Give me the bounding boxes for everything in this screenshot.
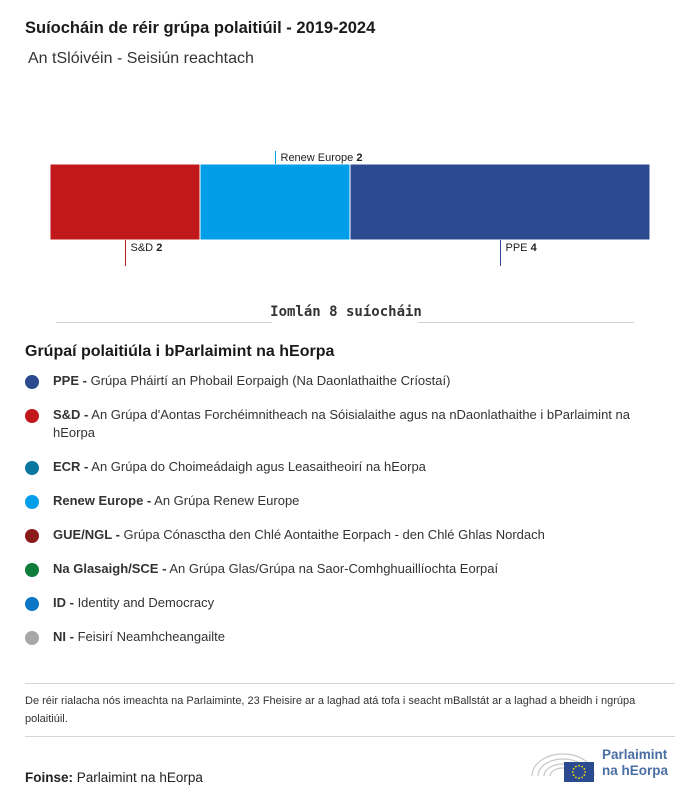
data-label-renew-europe	[281, 152, 363, 164]
parliament-emblem-icon	[530, 746, 596, 786]
logo-line-1: Parlaimint	[602, 747, 668, 762]
legend-dot-icon	[25, 563, 39, 577]
legend-abbr: NI -	[53, 629, 74, 644]
divider-top	[25, 683, 675, 684]
legend-item-id	[25, 594, 675, 612]
footnote: De réir rialacha nós imeachta na Parlaiminte, 23 Fheisire ar a laghad atá tofa i seacht mBallstát ar a laghad a bheidh i ngrúpa polaitiúil.	[25, 695, 636, 725]
legend-item-na-glasaigh-sce	[25, 560, 675, 578]
eu-star-icon	[573, 768, 575, 770]
eu-star-icon	[578, 765, 580, 767]
legend-item-ppe	[25, 372, 675, 390]
legend-dot-icon	[25, 631, 39, 645]
legend-desc: Identity and Democracy	[73, 595, 215, 610]
chart-title: Suíocháin de réir grúpa polaitiúil - 2019-2024	[25, 19, 376, 37]
legend-dot-icon	[25, 495, 39, 509]
eu-star-icon	[581, 776, 583, 778]
legend-abbr: S&D -	[53, 407, 89, 422]
total-divider-left	[56, 322, 272, 323]
legend-abbr: ECR -	[53, 459, 89, 474]
european-parliament-logo	[530, 746, 680, 786]
eu-star-icon	[573, 774, 575, 776]
legend-desc: An Grúpa Renew Europe	[151, 493, 300, 508]
data-label-name: PPE	[505, 242, 531, 254]
legend-dot-icon	[25, 409, 39, 423]
legend-abbr: ID -	[53, 595, 74, 610]
eu-star-icon	[578, 777, 580, 779]
legend-title: Grúpaí polaitiúla i bParlaimint na hEorpa	[25, 343, 335, 360]
eu-star-icon	[572, 771, 574, 773]
data-label-value: 2	[356, 152, 363, 164]
data-label-value: 4	[530, 242, 537, 254]
legend-abbr: GUE/NGL -	[53, 527, 120, 542]
legend-item-renew-europe	[25, 492, 675, 510]
legend-abbr: PPE -	[53, 373, 87, 388]
eu-star-icon	[583, 774, 585, 776]
data-label-ppe	[506, 242, 538, 254]
legend-dot-icon	[25, 529, 39, 543]
legend-desc: An Grúpa d'Aontas Forchéimnitheach na Sóisialaithe agus na nDaonlathaithe i bParlaimint na hEorpa	[53, 407, 630, 440]
chart-subtitle: An tSlóivéin - Seisiún reachtach	[28, 50, 254, 67]
legend-dot-icon	[25, 461, 39, 475]
legend-abbr: Renew Europe -	[53, 493, 152, 508]
legend-desc: Grúpa Cónasctha den Chlé Aontaithe Eorpach - den Chlé Ghlas Nordach	[119, 527, 545, 542]
legend-desc: Feisirí Neamhcheangailte	[73, 629, 225, 644]
legend-dot-icon	[25, 597, 39, 611]
bar-segment-renew-europe	[200, 164, 350, 240]
legend-desc: Grúpa Pháirtí an Phobail Eorpaigh (Na Daonlathaithe Críostaí)	[86, 373, 451, 388]
seat-bar-chart	[0, 140, 700, 280]
data-label-value: 2	[156, 242, 163, 254]
eu-star-icon	[583, 768, 585, 770]
legend-item-ecr	[25, 458, 675, 476]
data-label-name: S&D	[130, 242, 157, 254]
divider-bottom	[25, 736, 675, 737]
legend-abbr: Na Glasaigh/SCE -	[53, 561, 167, 576]
source-label: Foinse:	[25, 770, 74, 785]
eu-star-icon	[575, 766, 577, 768]
eu-star-icon	[584, 771, 586, 773]
legend-desc: An Grúpa do Choimeádaigh agus Leasaitheoirí na hEorpa	[88, 459, 426, 474]
bar-segment-s-d	[50, 164, 200, 240]
eu-star-icon	[575, 776, 577, 778]
total-seats-label: Iomlán 8 suíocháin	[270, 304, 422, 320]
legend-dot-icon	[25, 375, 39, 389]
logo-line-2: na hEorpa	[602, 763, 669, 778]
data-label-name: Renew Europe	[280, 152, 357, 164]
total-seats	[56, 300, 634, 344]
total-divider-right	[418, 322, 634, 323]
legend-item-gue-ngl	[25, 526, 675, 544]
bar-segment-ppe	[350, 164, 650, 240]
legend-item-ni	[25, 628, 675, 646]
eu-star-icon	[581, 766, 583, 768]
logo-text	[602, 747, 668, 779]
legend-item-s-d	[25, 406, 675, 442]
data-label-s-d	[131, 242, 163, 254]
legend-desc: An Grúpa Glas/Grúpa na Saor-Comhghuaillíochta Eorpaí	[166, 561, 499, 576]
source	[25, 770, 203, 785]
source-value: Parlaimint na hEorpa	[76, 770, 203, 785]
